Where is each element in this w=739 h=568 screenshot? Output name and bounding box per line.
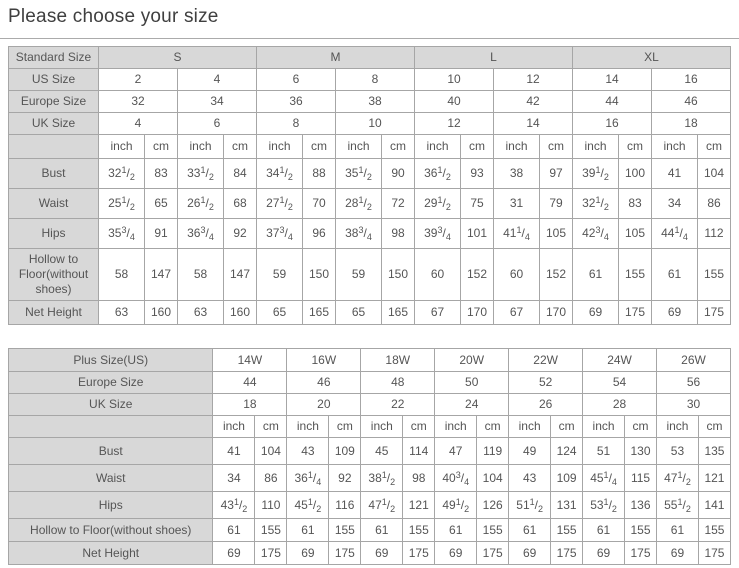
- size-value-cell: 18W: [361, 349, 435, 372]
- measurement-value-cell: 119: [477, 438, 509, 465]
- measurement-value-cell: $55^1/_2$: [657, 492, 699, 519]
- measurement-value-cell: 105: [619, 219, 652, 249]
- measurement-value-cell: $37^3/_4$: [257, 219, 303, 249]
- unit-header: inch: [494, 135, 540, 159]
- measurement-value-cell: 96: [303, 219, 336, 249]
- size-value-cell: 24W: [583, 349, 657, 372]
- measurement-value-cell: 65: [336, 301, 382, 325]
- size-value-cell: 52: [509, 372, 583, 394]
- measurement-value-cell: 41: [213, 438, 255, 465]
- measurement-value-cell: 63: [99, 301, 145, 325]
- measurement-value-cell: 61: [573, 249, 619, 301]
- size-value-cell: 14: [573, 69, 652, 91]
- row-label: Hips: [9, 219, 99, 249]
- size-value-cell: 12: [415, 113, 494, 135]
- measurement-value-cell: 105: [540, 219, 573, 249]
- measurement-value-cell: $49^1/_2$: [435, 492, 477, 519]
- measurement-value-cell: 83: [145, 159, 178, 189]
- unit-header-row: [9, 416, 731, 438]
- row-label: Waist: [9, 465, 213, 492]
- measurement-value-cell: 70: [303, 189, 336, 219]
- measurement-value-cell: 84: [224, 159, 257, 189]
- measurement-value-cell: 69: [652, 301, 698, 325]
- measurement-value-cell: $53^1/_2$: [583, 492, 625, 519]
- size-value-cell: 44: [573, 91, 652, 113]
- row-label: UK Size: [9, 113, 99, 135]
- measurement-row: [9, 542, 731, 565]
- unit-header: inch: [573, 135, 619, 159]
- size-value-cell: 28: [583, 394, 657, 416]
- measurement-row: [9, 249, 731, 301]
- measurement-value-cell: 34: [213, 465, 255, 492]
- measurement-value-cell: 43: [509, 465, 551, 492]
- size-header-row: [9, 113, 731, 135]
- measurement-value-cell: $39^1/_2$: [573, 159, 619, 189]
- measurement-value-cell: 121: [403, 492, 435, 519]
- measurement-value-cell: $36^1/_2$: [415, 159, 461, 189]
- measurement-value-cell: 175: [551, 542, 583, 565]
- measurement-row: [9, 519, 731, 542]
- size-value-cell: 44: [213, 372, 287, 394]
- measurement-value-cell: 67: [415, 301, 461, 325]
- measurement-value-cell: 155: [698, 519, 730, 542]
- size-value-cell: 40: [415, 91, 494, 113]
- size-group-header: M: [257, 47, 415, 69]
- measurement-value-cell: $45^1/_4$: [583, 465, 625, 492]
- unit-header: inch: [336, 135, 382, 159]
- size-value-cell: 8: [257, 113, 336, 135]
- size-value-cell: 10: [415, 69, 494, 91]
- measurement-value-cell: 160: [145, 301, 178, 325]
- measurement-value-cell: 92: [224, 219, 257, 249]
- measurement-value-cell: 98: [382, 219, 415, 249]
- measurement-value-cell: $40^3/_4$: [435, 465, 477, 492]
- measurement-value-cell: 69: [287, 542, 329, 565]
- measurement-value-cell: 65: [145, 189, 178, 219]
- measurement-value-cell: 61: [583, 519, 625, 542]
- measurement-value-cell: 160: [224, 301, 257, 325]
- size-value-cell: 50: [435, 372, 509, 394]
- measurement-value-cell: 92: [329, 465, 361, 492]
- measurement-value-cell: 175: [698, 542, 730, 565]
- title-divider: [0, 38, 739, 39]
- row-label: UK Size: [9, 394, 213, 416]
- measurement-value-cell: $26^1/_2$: [178, 189, 224, 219]
- measurement-value-cell: 175: [477, 542, 509, 565]
- measurement-value-cell: 72: [382, 189, 415, 219]
- measurement-value-cell: $36^3/_4$: [178, 219, 224, 249]
- measurement-value-cell: $27^1/_2$: [257, 189, 303, 219]
- unit-header: inch: [213, 416, 255, 438]
- measurement-row: [9, 219, 731, 249]
- size-value-cell: 38: [336, 91, 415, 113]
- unit-header: cm: [551, 416, 583, 438]
- row-label: Hollow to Floor(without shoes): [9, 249, 99, 301]
- measurement-value-cell: 155: [698, 249, 731, 301]
- measurement-value-cell: $47^1/_2$: [361, 492, 403, 519]
- measurement-value-cell: 31: [494, 189, 540, 219]
- measurement-value-cell: 135: [698, 438, 730, 465]
- measurement-value-cell: 175: [625, 542, 657, 565]
- measurement-value-cell: 104: [477, 465, 509, 492]
- size-value-cell: 48: [361, 372, 435, 394]
- measurement-row: [9, 465, 731, 492]
- unit-header: cm: [698, 416, 730, 438]
- measurement-value-cell: 86: [255, 465, 287, 492]
- measurement-value-cell: 34: [652, 189, 698, 219]
- measurement-value-cell: 155: [619, 249, 652, 301]
- row-label: Net Height: [9, 542, 213, 565]
- size-value-cell: 16W: [287, 349, 361, 372]
- unit-header: cm: [329, 416, 361, 438]
- measurement-value-cell: 69: [657, 542, 699, 565]
- measurement-value-cell: 109: [551, 465, 583, 492]
- measurement-value-cell: 59: [257, 249, 303, 301]
- size-value-cell: 20: [287, 394, 361, 416]
- measurement-value-cell: 109: [329, 438, 361, 465]
- measurement-value-cell: 69: [573, 301, 619, 325]
- measurement-value-cell: $44^1/_4$: [652, 219, 698, 249]
- measurement-row: [9, 189, 731, 219]
- size-header-row: [9, 91, 731, 113]
- size-value-cell: 36: [257, 91, 336, 113]
- measurement-value-cell: 104: [255, 438, 287, 465]
- measurement-value-cell: 155: [255, 519, 287, 542]
- size-value-cell: 26W: [657, 349, 731, 372]
- size-value-cell: 18: [652, 113, 731, 135]
- measurement-value-cell: 97: [540, 159, 573, 189]
- size-value-cell: 30: [657, 394, 731, 416]
- measurement-value-cell: 121: [698, 465, 730, 492]
- measurement-value-cell: 155: [551, 519, 583, 542]
- measurement-value-cell: $32^1/_2$: [99, 159, 145, 189]
- measurement-value-cell: 61: [213, 519, 255, 542]
- measurement-value-cell: 100: [619, 159, 652, 189]
- page-title: Please choose your size: [8, 6, 219, 27]
- measurement-value-cell: 155: [477, 519, 509, 542]
- size-value-cell: 34: [178, 91, 257, 113]
- row-label: Bust: [9, 438, 213, 465]
- measurement-value-cell: 47: [435, 438, 477, 465]
- measurement-value-cell: 114: [403, 438, 435, 465]
- measurement-value-cell: 98: [403, 465, 435, 492]
- size-value-cell: 6: [257, 69, 336, 91]
- unit-corner-cell: [9, 416, 213, 438]
- unit-header: inch: [415, 135, 461, 159]
- measurement-value-cell: 126: [477, 492, 509, 519]
- measurement-value-cell: 136: [625, 492, 657, 519]
- unit-corner-cell: [9, 135, 99, 159]
- measurement-value-cell: 175: [403, 542, 435, 565]
- measurement-value-cell: 175: [619, 301, 652, 325]
- size-value-cell: 4: [99, 113, 178, 135]
- measurement-value-cell: $41^1/_4$: [494, 219, 540, 249]
- measurement-value-cell: 38: [494, 159, 540, 189]
- measurement-value-cell: 104: [698, 159, 731, 189]
- measurement-value-cell: 60: [415, 249, 461, 301]
- row-label: Europe Size: [9, 91, 99, 113]
- size-value-cell: 26: [509, 394, 583, 416]
- unit-header: inch: [435, 416, 477, 438]
- unit-header: inch: [652, 135, 698, 159]
- size-value-cell: 6: [178, 113, 257, 135]
- measurement-value-cell: 41: [652, 159, 698, 189]
- measurement-value-cell: 91: [145, 219, 178, 249]
- measurement-value-cell: 152: [461, 249, 494, 301]
- size-group-corner-label: Standard Size: [9, 47, 99, 69]
- measurement-value-cell: 49: [509, 438, 551, 465]
- unit-header: cm: [540, 135, 573, 159]
- measurement-value-cell: 165: [382, 301, 415, 325]
- measurement-value-cell: 43: [287, 438, 329, 465]
- measurement-value-cell: 58: [99, 249, 145, 301]
- measurement-value-cell: 155: [403, 519, 435, 542]
- measurement-value-cell: 175: [255, 542, 287, 565]
- measurement-row: [9, 492, 731, 519]
- measurement-value-cell: $36^1/_4$: [287, 465, 329, 492]
- size-header-row: [9, 394, 731, 416]
- measurement-value-cell: 61: [657, 519, 699, 542]
- measurement-value-cell: $39^3/_4$: [415, 219, 461, 249]
- measurement-value-cell: 61: [287, 519, 329, 542]
- measurement-value-cell: 45: [361, 438, 403, 465]
- unit-header: cm: [461, 135, 494, 159]
- size-value-cell: 20W: [435, 349, 509, 372]
- size-value-cell: 16: [573, 113, 652, 135]
- size-value-cell: 18: [213, 394, 287, 416]
- measurement-value-cell: $32^1/_2$: [573, 189, 619, 219]
- unit-header: cm: [698, 135, 731, 159]
- size-header-row: [9, 69, 731, 91]
- row-label: Plus Size(US): [9, 349, 213, 372]
- size-value-cell: 22: [361, 394, 435, 416]
- measurement-value-cell: 131: [551, 492, 583, 519]
- size-group-row: [9, 47, 731, 69]
- measurement-value-cell: 61: [435, 519, 477, 542]
- measurement-value-cell: 155: [329, 519, 361, 542]
- standard-size-table: [8, 46, 731, 325]
- size-value-cell: 14: [494, 113, 573, 135]
- measurement-value-cell: $29^1/_2$: [415, 189, 461, 219]
- size-value-cell: 10: [336, 113, 415, 135]
- measurement-value-cell: 69: [213, 542, 255, 565]
- measurement-value-cell: 75: [461, 189, 494, 219]
- measurement-value-cell: $38^1/_2$: [361, 465, 403, 492]
- unit-header: cm: [403, 416, 435, 438]
- measurement-value-cell: 53: [657, 438, 699, 465]
- measurement-value-cell: $42^3/_4$: [573, 219, 619, 249]
- measurement-value-cell: 69: [435, 542, 477, 565]
- unit-header: cm: [625, 416, 657, 438]
- row-label: Net Height: [9, 301, 99, 325]
- unit-header: inch: [178, 135, 224, 159]
- measurement-value-cell: 61: [361, 519, 403, 542]
- measurement-value-cell: 115: [625, 465, 657, 492]
- unit-header: inch: [583, 416, 625, 438]
- measurement-value-cell: 60: [494, 249, 540, 301]
- measurement-value-cell: 86: [698, 189, 731, 219]
- measurement-value-cell: $47^1/_2$: [657, 465, 699, 492]
- unit-header: inch: [361, 416, 403, 438]
- size-value-cell: 16: [652, 69, 731, 91]
- size-value-cell: 2: [99, 69, 178, 91]
- unit-header: inch: [99, 135, 145, 159]
- measurement-value-cell: $45^1/_2$: [287, 492, 329, 519]
- unit-header-row: [9, 135, 731, 159]
- unit-header: inch: [657, 416, 699, 438]
- measurement-value-cell: 51: [583, 438, 625, 465]
- measurement-value-cell: 116: [329, 492, 361, 519]
- measurement-row: [9, 159, 731, 189]
- measurement-value-cell: $38^3/_4$: [336, 219, 382, 249]
- row-label: Europe Size: [9, 372, 213, 394]
- unit-header: inch: [287, 416, 329, 438]
- measurement-value-cell: 65: [257, 301, 303, 325]
- measurement-value-cell: 68: [224, 189, 257, 219]
- measurement-value-cell: 59: [336, 249, 382, 301]
- size-value-cell: 14W: [213, 349, 287, 372]
- measurement-value-cell: 69: [361, 542, 403, 565]
- plus-size-table: [8, 348, 731, 565]
- size-header-row: [9, 372, 731, 394]
- measurement-value-cell: 79: [540, 189, 573, 219]
- measurement-value-cell: 150: [303, 249, 336, 301]
- measurement-value-cell: 90: [382, 159, 415, 189]
- size-value-cell: 12: [494, 69, 573, 91]
- size-group-header: S: [99, 47, 257, 69]
- measurement-value-cell: 170: [461, 301, 494, 325]
- size-header-row: [9, 349, 731, 372]
- measurement-value-cell: 61: [509, 519, 551, 542]
- measurement-value-cell: 63: [178, 301, 224, 325]
- row-label: Hips: [9, 492, 213, 519]
- measurement-value-cell: 61: [652, 249, 698, 301]
- measurement-value-cell: 69: [509, 542, 551, 565]
- measurement-row: [9, 438, 731, 465]
- unit-header: cm: [303, 135, 336, 159]
- measurement-value-cell: 175: [329, 542, 361, 565]
- measurement-value-cell: 147: [145, 249, 178, 301]
- row-label: Bust: [9, 159, 99, 189]
- size-value-cell: 42: [494, 91, 573, 113]
- unit-header: inch: [257, 135, 303, 159]
- measurement-row: [9, 301, 731, 325]
- measurement-value-cell: 175: [698, 301, 731, 325]
- size-value-cell: 54: [583, 372, 657, 394]
- size-value-cell: 46: [287, 372, 361, 394]
- measurement-value-cell: $43^1/_2$: [213, 492, 255, 519]
- measurement-value-cell: $25^1/_2$: [99, 189, 145, 219]
- size-value-cell: 4: [178, 69, 257, 91]
- size-chart-page: [0, 6, 739, 565]
- measurement-value-cell: 170: [540, 301, 573, 325]
- unit-header: inch: [509, 416, 551, 438]
- size-value-cell: 8: [336, 69, 415, 91]
- measurement-value-cell: 101: [461, 219, 494, 249]
- row-label: US Size: [9, 69, 99, 91]
- measurement-value-cell: 152: [540, 249, 573, 301]
- measurement-value-cell: 130: [625, 438, 657, 465]
- measurement-value-cell: 112: [698, 219, 731, 249]
- measurement-value-cell: 69: [583, 542, 625, 565]
- measurement-value-cell: 155: [625, 519, 657, 542]
- measurement-value-cell: 110: [255, 492, 287, 519]
- measurement-value-cell: 141: [698, 492, 730, 519]
- size-value-cell: 24: [435, 394, 509, 416]
- size-value-cell: 22W: [509, 349, 583, 372]
- measurement-value-cell: 147: [224, 249, 257, 301]
- measurement-value-cell: 88: [303, 159, 336, 189]
- size-value-cell: 32: [99, 91, 178, 113]
- measurement-value-cell: 67: [494, 301, 540, 325]
- unit-header: cm: [382, 135, 415, 159]
- measurement-value-cell: 150: [382, 249, 415, 301]
- unit-header: cm: [619, 135, 652, 159]
- measurement-value-cell: 93: [461, 159, 494, 189]
- unit-header: cm: [224, 135, 257, 159]
- measurement-value-cell: $51^1/_2$: [509, 492, 551, 519]
- measurement-value-cell: 58: [178, 249, 224, 301]
- size-group-header: XL: [573, 47, 731, 69]
- row-label: Waist: [9, 189, 99, 219]
- size-value-cell: 56: [657, 372, 731, 394]
- measurement-value-cell: $34^1/_2$: [257, 159, 303, 189]
- size-value-cell: 46: [652, 91, 731, 113]
- measurement-value-cell: $33^1/_2$: [178, 159, 224, 189]
- row-label: Hollow to Floor(without shoes): [9, 519, 213, 542]
- measurement-value-cell: $28^1/_2$: [336, 189, 382, 219]
- measurement-value-cell: $35^3/_4$: [99, 219, 145, 249]
- unit-header: cm: [255, 416, 287, 438]
- unit-header: cm: [477, 416, 509, 438]
- measurement-value-cell: $35^1/_2$: [336, 159, 382, 189]
- measurement-value-cell: 165: [303, 301, 336, 325]
- measurement-value-cell: 83: [619, 189, 652, 219]
- size-group-header: L: [415, 47, 573, 69]
- measurement-value-cell: 124: [551, 438, 583, 465]
- unit-header: cm: [145, 135, 178, 159]
